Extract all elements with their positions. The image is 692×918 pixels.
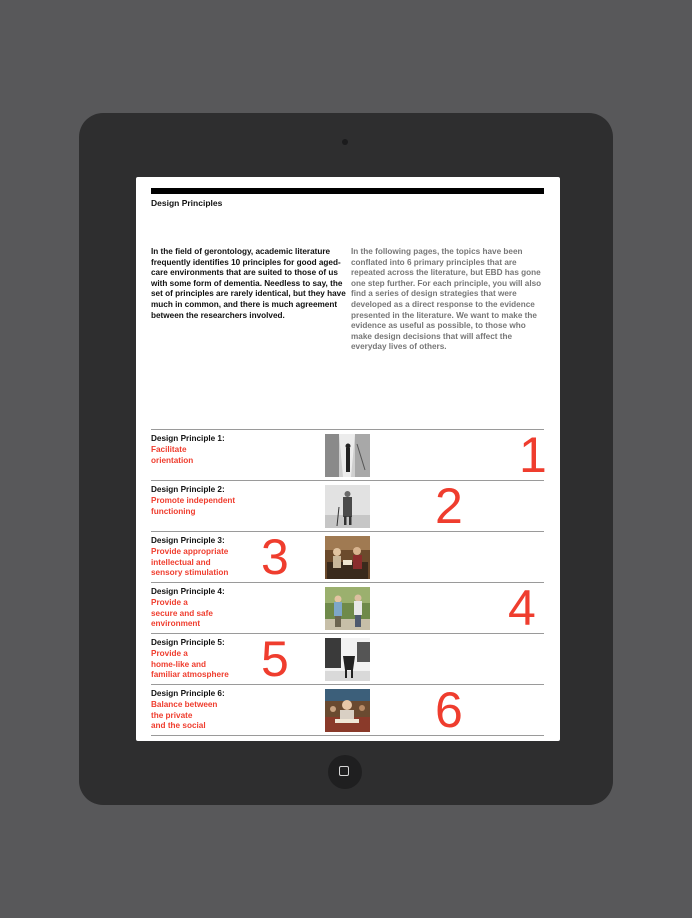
intro-right-paragraph: In the following pages, the topics have been conflated into 6 primary principles that are repeated across the literature, but EBD has gone one step further. For each principle, you will also find a series of design strategies that were developed as a direct response to the evidence presented in the literature. We want to make the evidence as useful as possible, to those who make design decisions that will affect the everyday lives of others. [351,247,542,352]
principles-list [151,427,547,738]
screen [136,177,560,741]
principle-name: Promote independent functioning [151,496,236,516]
principle-number: 6 [435,682,463,738]
principle-name: Provide a home-like and familiar atmosphere [151,649,229,679]
principle-name: Facilitate orientation [151,445,194,465]
intro-left-paragraph: In the field of gerontology, academic literature frequently identifies 10 principles for good aged-care environments that are suited to those of us with some form of dementia. Needless to say, the set of principles are rarely identical, but they have much in common, and there is much agreement between the researchers involved. [151,247,346,320]
principle-row-3[interactable] [151,529,544,585]
principle-name: Provide a secure and safe environment [151,598,213,628]
camera-dot [342,139,348,145]
principle-number: 4 [508,580,536,636]
page-title: Design Principles [151,198,223,208]
principle-label: Design Principle 2: [151,485,225,494]
principle-row-1[interactable] [151,427,547,483]
principle-row-5[interactable] [151,631,544,687]
principle-number: 5 [261,631,289,687]
principle-number: 1 [519,427,547,483]
principle-row-6[interactable] [151,684,544,736]
principle-row-4[interactable] [151,580,544,636]
principle-label: Design Principle 3: [151,536,225,545]
principle-2-photo[interactable] [325,485,370,528]
principle-number: 2 [435,478,463,534]
principle-row-2[interactable] [151,478,544,534]
principle-number: 3 [261,529,289,585]
principle-label: Design Principle 5: [151,638,225,647]
tablet-frame [79,113,613,805]
top-rule [151,188,544,194]
principle-4-photo[interactable] [325,587,370,630]
home-button[interactable] [328,755,362,789]
principle-1-photo[interactable] [325,434,370,477]
principle-label: Design Principle 4: [151,587,225,596]
principle-label: Design Principle 1: [151,434,225,443]
home-square-icon [339,766,349,776]
principle-label: Design Principle 6: [151,689,225,698]
principle-3-photo[interactable] [325,536,370,579]
principle-name: Provide appropriate intellectual and sensory stimulation [151,547,229,577]
principle-6-photo[interactable] [325,689,370,732]
principle-5-photo[interactable] [325,638,370,681]
principle-name: Balance between the private and the social [151,700,218,730]
